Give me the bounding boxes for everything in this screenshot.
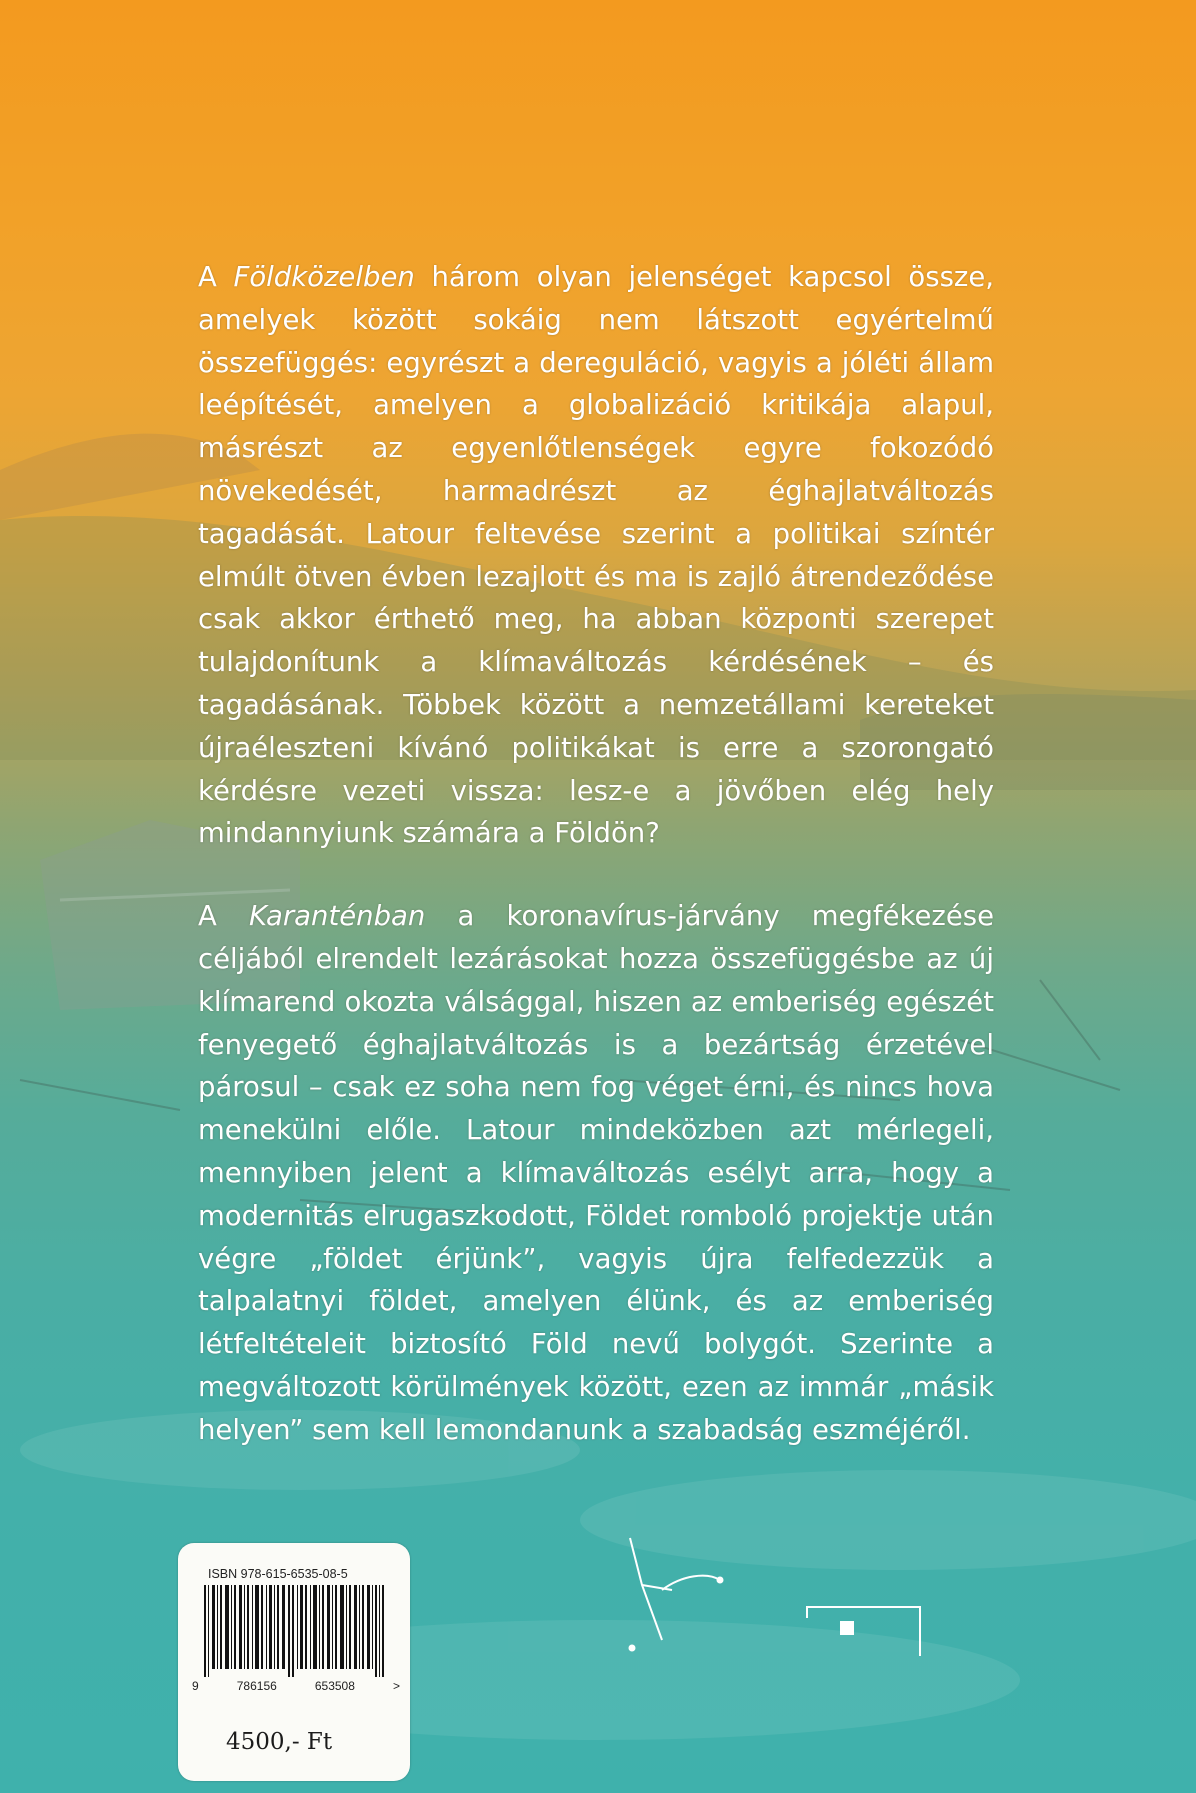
blurb-paragraph-2	[198, 895, 994, 1451]
barcode-digit-prefix: 9	[192, 1679, 199, 1693]
barcode-icon	[204, 1585, 386, 1677]
blurb-p1-body: három olyan jelenséget kapcsol össze, amelyek között sokáig nem látszott egyértelmű összefüggés: egyrészt a dereguláció, vagyis a jóléti állam leépítését, amelyen a globalizáció kritikája alapul, másrészt az egyenlőtlenségek egyre fokozódó növekedését, harmadrészt az éghajlatváltozás tagadását. Latour feltevése szerint a politikai színtér elmúlt ötven évben lezajlott és ma is zajló átrendeződése csak akkor érthető meg, ha abban központi szerepet tulajdonítunk a klímaváltozás kérdésének – és tagadásának. Többek között a nemzetállami kereteket újraéleszteni kívánó politikákat is erre a szorongató kérdésre vezeti vissza: lesz-e a jövőben elég hely mindannyiunk számára a Földön?	[198, 261, 994, 850]
barcode-quiet-zone-mark: >	[392, 1679, 400, 1693]
isbn-price-label	[178, 1543, 410, 1781]
blurb-p2-body: a koronavírus-járvány megfékezése céljából elrendelt lezárásokat hozza összefüggésbe az új klímarend okozta válsággal, hiszen az emberiség egészét fenyegető éghajlatváltozás is a bezártság érzetével párosul – csak ez soha nem fog véget érni, és nincs hova menekülni előle. Latour mindeközben azt mérlegeli, mennyiben jelent a klímaváltozás esélyt arra, hogy a modernitás elrugaszkodott, Földet romboló projektje után végre „földet érjünk”, vagyis újra felfedezzük a talpalatnyi földet, amelyen élünk, és az emberiség létfeltételeit biztosító Föld nevű bolygót. Szerinte a megváltozott körülmények között, ezen az immár „másik helyen” sem kell lemondanunk a szabadság eszméjéről.	[198, 900, 994, 1446]
barcode-digits-right: 653508	[314, 1679, 355, 1693]
blurb-p2-lead: A	[198, 900, 249, 933]
barcode-digits	[192, 1679, 400, 1693]
barcode-digits-left: 786156	[236, 1679, 277, 1693]
blurb-paragraph-1	[198, 256, 994, 855]
blurb-p1-lead: A	[198, 261, 234, 293]
isbn-text: ISBN 978-615-6535-08-5	[208, 1567, 348, 1581]
publisher-logo-icon	[612, 1530, 952, 1660]
book-title-foldkozelben: Földközelben	[233, 261, 415, 293]
blurb-text	[198, 256, 994, 1452]
book-title-karantenban: Karanténban	[248, 900, 426, 933]
price-text: 4500,- Ft	[226, 1729, 333, 1755]
